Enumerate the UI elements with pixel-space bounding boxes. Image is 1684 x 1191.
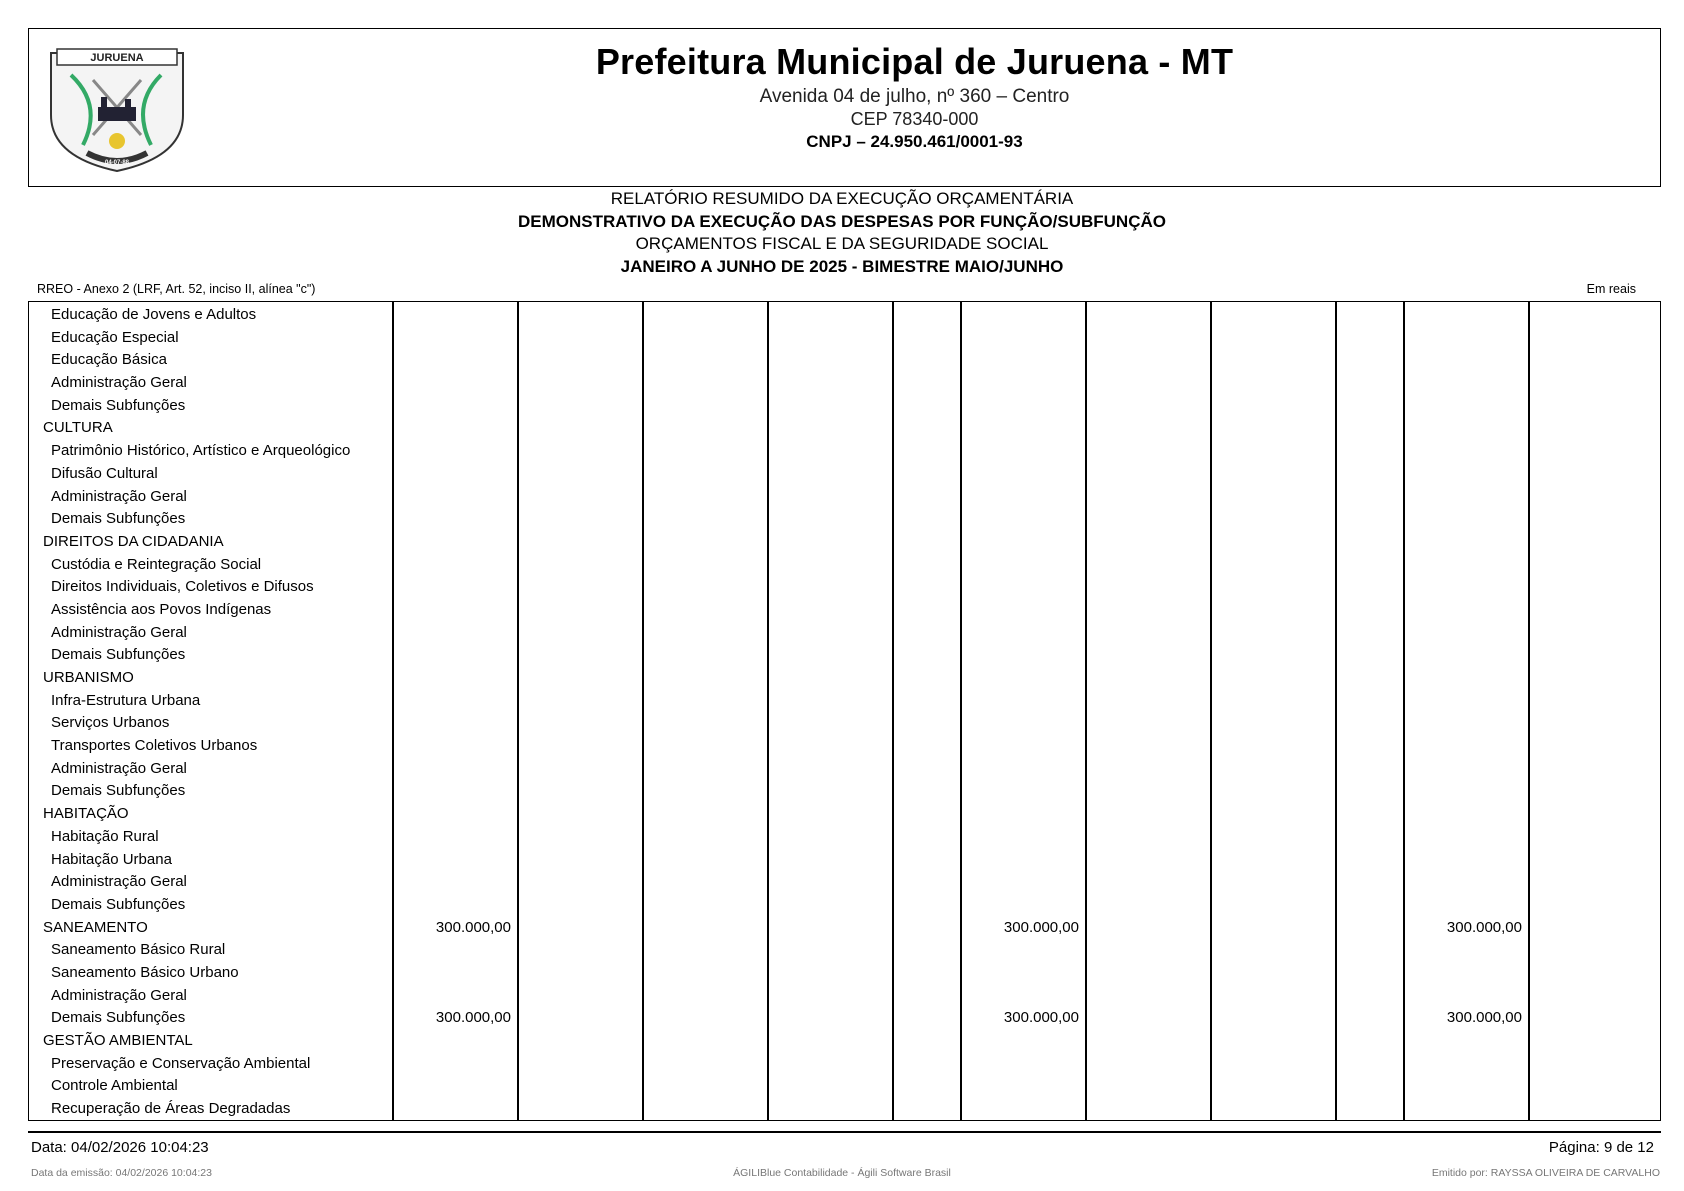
subfunction-row xyxy=(29,463,1660,486)
row-label: Assistência aos Povos Indígenas xyxy=(51,600,272,618)
report-title-2: DEMONSTRATIVO DA EXECUÇÃO DAS DESPESAS POR FUNÇÃO/SUBFUNÇÃO xyxy=(518,211,1166,231)
function-row xyxy=(29,667,1660,690)
row-label: Patrimônio Histórico, Artístico e Arqueológico xyxy=(51,442,351,460)
row-value-c9: 300.000,00 xyxy=(1446,1009,1522,1027)
logo-text: JURUENA xyxy=(90,52,144,64)
row-label: Administração Geral xyxy=(51,623,187,641)
row-label: Recuperação de Áreas Degradadas xyxy=(51,1100,291,1118)
row-label: Saneamento Básico Urbano xyxy=(51,963,239,981)
subfunction-row xyxy=(29,508,1660,531)
row-label: CULTURA xyxy=(43,419,113,437)
subfunction-row xyxy=(29,894,1660,917)
expense-table xyxy=(28,301,1661,1121)
row-label: Saneamento Básico Rural xyxy=(51,941,226,959)
subfunction-row xyxy=(29,349,1660,372)
row-label: Demais Subfunções xyxy=(51,782,186,800)
subfunction-row xyxy=(29,871,1660,894)
row-label: DIREITOS DA CIDADANIA xyxy=(43,532,224,550)
function-row xyxy=(29,803,1660,826)
report-title-3: ORÇAMENTOS FISCAL E DA SEGURIDADE SOCIAL xyxy=(635,234,1049,253)
row-label: Educação Especial xyxy=(51,328,179,346)
subfunction-row xyxy=(29,622,1660,645)
footer-date: Data: 04/02/2026 10:04:23 xyxy=(31,1139,209,1156)
row-label: Educação Básica xyxy=(51,351,167,369)
organization-cnpj: CNPJ – 24.950.461/0001-93 xyxy=(806,132,1023,151)
function-row xyxy=(29,531,1660,554)
row-label: Custódia e Reintegração Social xyxy=(51,555,262,573)
row-label: Demais Subfunções xyxy=(51,510,186,528)
report-period: JANEIRO A JUNHO DE 2025 - BIMESTRE MAIO/JUNHO xyxy=(620,256,1064,276)
function-row xyxy=(29,1030,1660,1053)
row-label: Administração Geral xyxy=(51,759,187,777)
header-box xyxy=(28,28,1661,187)
row-label: Administração Geral xyxy=(51,986,187,1004)
row-label: Demais Subfunções xyxy=(51,1009,186,1027)
units-label: Em reais xyxy=(1586,282,1636,296)
subfunction-row xyxy=(29,486,1660,509)
subfunction-row xyxy=(29,962,1660,985)
row-value-c1: 300.000,00 xyxy=(435,1009,511,1027)
footer-divider xyxy=(28,1131,1661,1133)
subfunction-row xyxy=(29,1098,1660,1121)
row-label: Direitos Individuais, Coletivos e Difusos xyxy=(51,578,314,596)
organization-name: Prefeitura Municipal de Juruena - MT xyxy=(595,41,1234,82)
subfunction-row xyxy=(29,327,1660,350)
row-value-c5: 300.000,00 xyxy=(1003,1009,1079,1027)
row-value-c9: 300.000,00 xyxy=(1446,918,1522,936)
subfunction-row xyxy=(29,939,1660,962)
report-title-1: RELATÓRIO RESUMIDO DA EXECUÇÃO ORÇAMENTÁRIA xyxy=(610,189,1074,208)
function-row xyxy=(29,417,1660,440)
subfunction-row xyxy=(29,735,1660,758)
subfunction-row xyxy=(29,985,1660,1008)
subfunction-row xyxy=(29,554,1660,577)
row-label: Administração Geral xyxy=(51,873,187,891)
subfunction-row xyxy=(29,576,1660,599)
subfunction-row xyxy=(29,644,1660,667)
subfunction-row xyxy=(29,1007,1660,1030)
subfunction-row xyxy=(29,440,1660,463)
footer-emission-date: Data da emissão: 04/02/2026 10:04:23 xyxy=(31,1167,212,1179)
row-label: Transportes Coletivos Urbanos xyxy=(51,737,258,755)
subfunction-row xyxy=(29,1053,1660,1076)
subfunction-row xyxy=(29,304,1660,327)
subfunction-row xyxy=(29,690,1660,713)
row-value-c1: 300.000,00 xyxy=(435,918,511,936)
function-row xyxy=(29,917,1660,940)
row-label: SANEAMENTO xyxy=(43,918,148,936)
row-label: Habitação Urbana xyxy=(51,850,172,868)
report-titles xyxy=(0,188,1684,278)
subfunction-row xyxy=(29,758,1660,781)
row-label: Educação de Jovens e Adultos xyxy=(51,306,257,323)
footer-issuer: Emitido por: RAYSSA OLIVEIRA DE CARVALHO xyxy=(1431,1167,1660,1179)
footer-software: ÁGILIBlue Contabilidade - Ágili Software Brasil xyxy=(733,1167,951,1179)
row-label: Difusão Cultural xyxy=(51,464,158,482)
row-label: Preservação e Conservação Ambiental xyxy=(51,1054,311,1072)
subfunction-row xyxy=(29,712,1660,735)
annex-reference: RREO - Anexo 2 (LRF, Art. 52, inciso II, alínea "c") xyxy=(37,282,316,296)
subfunction-row xyxy=(29,1075,1660,1098)
organization-address: Avenida 04 de julho, nº 360 – Centro xyxy=(759,86,1070,107)
row-label: Demais Subfunções xyxy=(51,895,186,913)
subfunction-row xyxy=(29,395,1660,418)
subfunction-row xyxy=(29,372,1660,395)
subfunction-row xyxy=(29,780,1660,803)
subfunction-row xyxy=(29,826,1660,849)
subfunction-row xyxy=(29,849,1660,872)
row-label: Demais Subfunções xyxy=(51,396,186,414)
row-label: Infra-Estrutura Urbana xyxy=(51,691,201,709)
footer-page-number: Página: 9 de 12 xyxy=(1548,1139,1654,1156)
row-label: URBANISMO xyxy=(43,669,134,686)
table-rows xyxy=(29,304,1660,1121)
row-label: Serviços Urbanos xyxy=(51,714,170,732)
row-label: Demais Subfunções xyxy=(51,646,186,664)
row-label: Controle Ambiental xyxy=(51,1077,178,1095)
row-value-c5: 300.000,00 xyxy=(1003,918,1079,936)
row-label: GESTÃO AMBIENTAL xyxy=(43,1032,193,1049)
logo-date: 04-07-88 xyxy=(104,160,130,166)
subfunction-row xyxy=(29,599,1660,622)
row-label: Administração Geral xyxy=(51,374,187,392)
row-label: Administração Geral xyxy=(51,487,187,505)
row-label: HABITAÇÃO xyxy=(43,805,129,823)
row-label: Habitação Rural xyxy=(51,827,159,845)
organization-cep: CEP 78340-000 xyxy=(850,109,979,129)
